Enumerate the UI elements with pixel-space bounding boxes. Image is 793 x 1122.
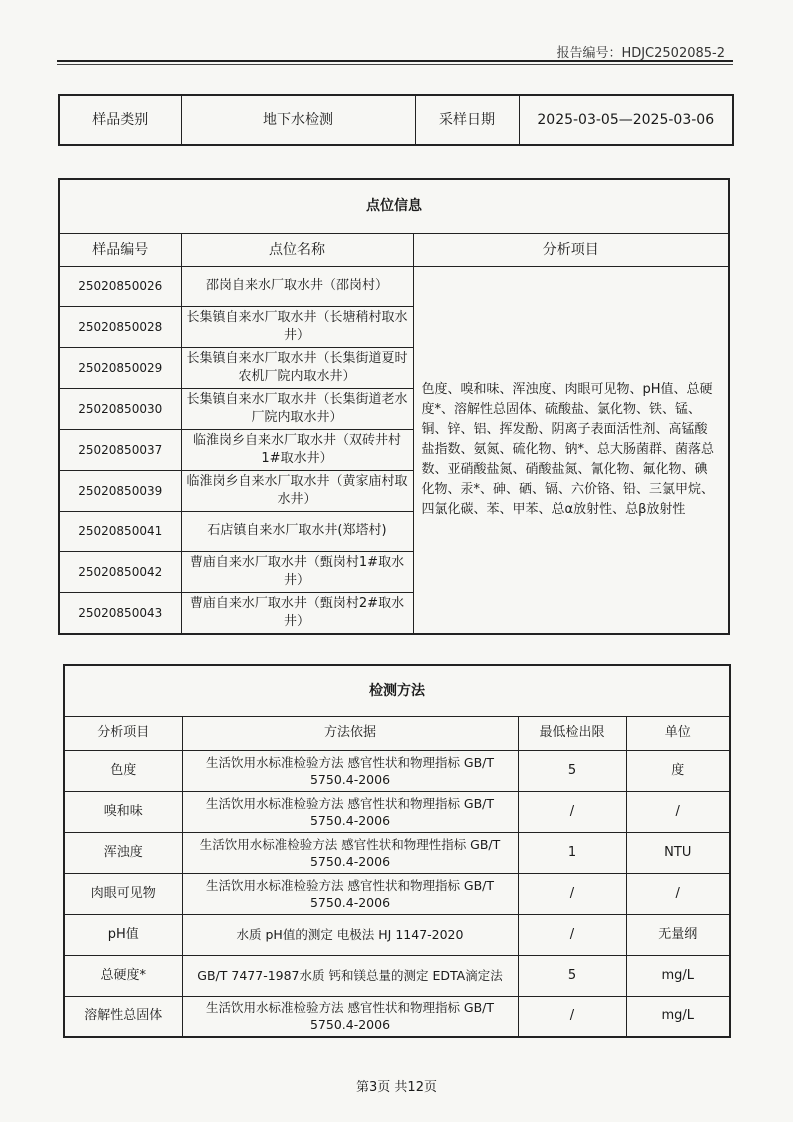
method-basis: 生活饮用水标准检验方法 感官性状和物理指标 GB/T 5750.4-2006 [182, 791, 518, 832]
test-method-table [63, 664, 731, 1038]
method-basis: 生活饮用水标准检验方法 感官性状和物理指标 GB/T 5750.4-2006 [182, 873, 518, 914]
method-basis: 生活饮用水标准检验方法 感官性状和物理性指标 GB/T 5750.4-2006 [182, 832, 518, 873]
table-row [64, 832, 730, 873]
analysis-item: 总硬度* [64, 955, 182, 996]
table-row [64, 914, 730, 955]
col-method-basis: 方法依据 [182, 716, 518, 750]
table-row [59, 266, 729, 306]
sampling-date-value: 2025-03-05—2025-03-06 [519, 95, 733, 145]
analysis-item: 肉眼可见物 [64, 873, 182, 914]
header-rule [57, 60, 733, 62]
point-info-title: 点位信息 [59, 179, 729, 233]
point-name: 临淮岗乡自来水厂取水井（黄家庙村取水井） [181, 470, 413, 511]
sample-code: 25020850042 [59, 551, 181, 592]
header-rule-thin [57, 64, 733, 65]
point-name: 邵岗自来水厂取水井（邵岗村） [181, 266, 413, 306]
detection-limit: / [518, 996, 626, 1037]
method-basis: GB/T 7477-1987水质 钙和镁总量的测定 EDTA滴定法 [182, 955, 518, 996]
sample-category-value: 地下水检测 [181, 95, 415, 145]
sample-code: 25020850026 [59, 266, 181, 306]
sample-code: 25020850029 [59, 347, 181, 388]
report-number: 报告编号：HDJC2502085-2 [556, 46, 725, 61]
table-row [64, 750, 730, 791]
col-sample-code: 样品编号 [59, 233, 181, 266]
unit: 度 [626, 750, 730, 791]
point-name: 长集镇自来水厂取水井（长集街道老水厂院内取水井） [181, 388, 413, 429]
sample-code: 25020850041 [59, 511, 181, 551]
sample-category-label: 样品类别 [59, 95, 181, 145]
table-row [64, 791, 730, 832]
method-basis: 水质 pH值的测定 电极法 HJ 1147-2020 [182, 914, 518, 955]
point-name: 曹庙自来水厂取水井（甄岗村2#取水井） [181, 592, 413, 634]
unit: 无量纲 [626, 914, 730, 955]
point-name: 临淮岗乡自来水厂取水井（双砖井村1#取水井） [181, 429, 413, 470]
detection-limit: 5 [518, 955, 626, 996]
detection-limit: / [518, 914, 626, 955]
sampling-date-label: 采样日期 [415, 95, 519, 145]
point-name: 长集镇自来水厂取水井（长集街道夏时农机厂院内取水井） [181, 347, 413, 388]
page-footer: 第3页 共12页 [356, 1080, 437, 1095]
point-name: 曹庙自来水厂取水井（甄岗村1#取水井） [181, 551, 413, 592]
unit: mg/L [626, 955, 730, 996]
sample-info-table [58, 94, 734, 146]
point-info-table [58, 178, 730, 635]
analysis-item: 色度 [64, 750, 182, 791]
point-name: 长集镇自来水厂取水井（长塘稍村取水井） [181, 306, 413, 347]
unit: mg/L [626, 996, 730, 1037]
table-row [64, 955, 730, 996]
point-name: 石店镇自来水厂取水井(郑塔村) [181, 511, 413, 551]
analysis-item: 嗅和味 [64, 791, 182, 832]
detection-limit: 5 [518, 750, 626, 791]
table-row [64, 996, 730, 1037]
table-row [64, 873, 730, 914]
detection-limit: / [518, 873, 626, 914]
sample-code: 25020850037 [59, 429, 181, 470]
sample-code: 25020850043 [59, 592, 181, 634]
method-basis: 生活饮用水标准检验方法 感官性状和物理指标 GB/T 5750.4-2006 [182, 750, 518, 791]
col-point-name: 点位名称 [181, 233, 413, 266]
col-detection-limit: 最低检出限 [518, 716, 626, 750]
unit: NTU [626, 832, 730, 873]
test-method-title: 检测方法 [64, 665, 730, 716]
col-analysis-item: 分析项目 [64, 716, 182, 750]
sample-code: 25020850039 [59, 470, 181, 511]
analysis-items: 色度、嗅和味、浑浊度、肉眼可见物、pH值、总硬度*、溶解性总固体、硫酸盐、氯化物、铁、锰、铜、锌、铝、挥发酚、阴离子表面活性剂、高锰酸盐指数、氨氮、硫化物、钠*、总大肠菌群、菌落总数、亚硝酸盐氮、硝酸盐氮、氰化物、氟化物、碘化物、汞*、砷、硒、镉、六价铬、铅、三氯甲烷、四氯化碳、苯、甲苯、总α放射性、总β放射性 [413, 266, 729, 634]
analysis-item: 浑浊度 [64, 832, 182, 873]
detection-limit: / [518, 791, 626, 832]
col-analysis-items: 分析项目 [413, 233, 729, 266]
detection-limit: 1 [518, 832, 626, 873]
sample-code: 25020850028 [59, 306, 181, 347]
unit: / [626, 791, 730, 832]
unit: / [626, 873, 730, 914]
method-basis: 生活饮用水标准检验方法 感官性状和物理指标 GB/T 5750.4-2006 [182, 996, 518, 1037]
analysis-item: pH值 [64, 914, 182, 955]
col-unit: 单位 [626, 716, 730, 750]
sample-code: 25020850030 [59, 388, 181, 429]
analysis-item: 溶解性总固体 [64, 996, 182, 1037]
